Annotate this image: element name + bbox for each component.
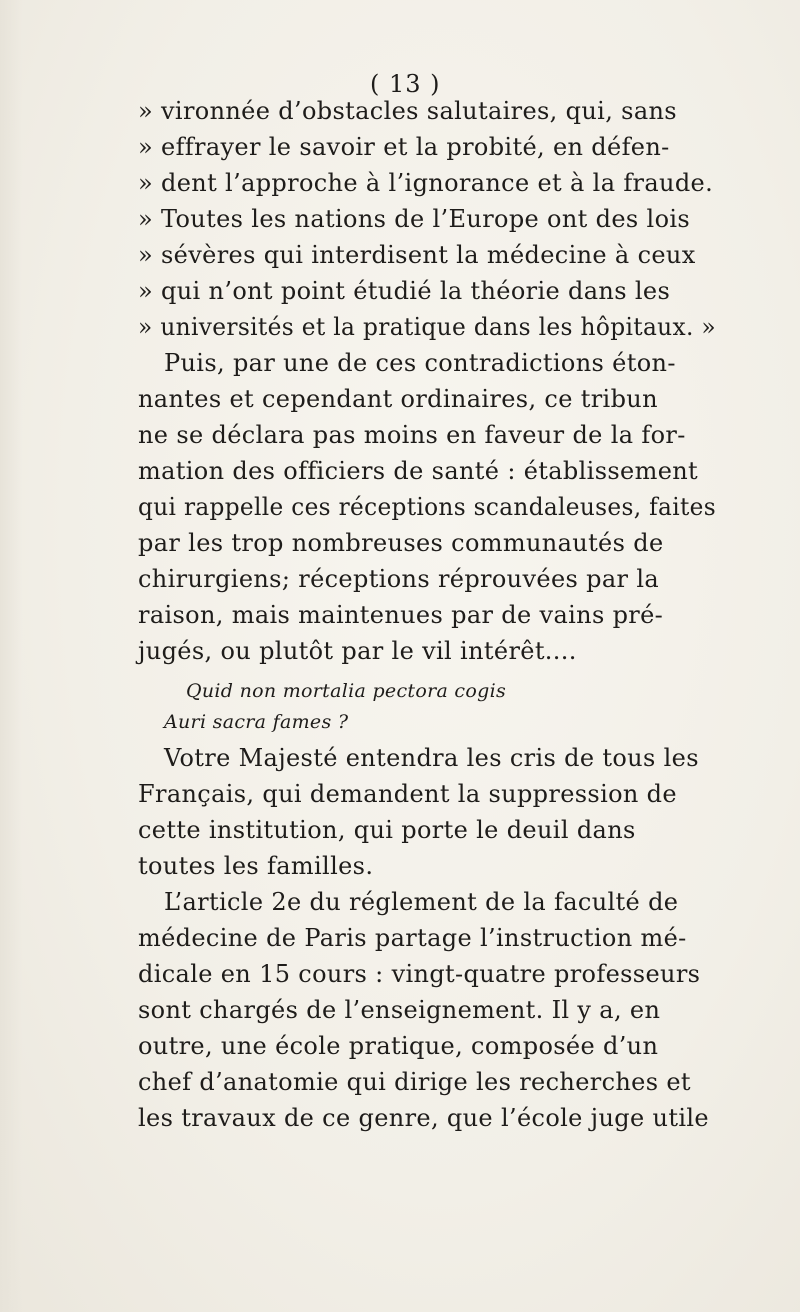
text-line: chirurgiens; réceptions réprouvées par la: [138, 565, 659, 593]
text-line: L’article 2e du réglement de la faculté de: [164, 888, 679, 916]
page-edge-shadow: [0, 0, 22, 1312]
text-line: » sévères qui interdisent la médecine à ceux: [138, 241, 696, 269]
text-line: » qui n’ont point étudié la théorie dans les: [138, 277, 671, 305]
text-line: mation des officiers de santé : établissement: [138, 457, 699, 485]
text-line: outre, une école pratique, composée d’un: [138, 1032, 659, 1060]
latin-quote-line: Quid non mortalia pectora cogis: [186, 680, 507, 702]
text-line: » Toutes les nations de l’Europe ont des lois: [138, 205, 691, 233]
text-line: » effrayer le savoir et la probité, en défen-: [138, 133, 670, 161]
text-line: Français, qui demandent la suppression de: [138, 780, 677, 808]
text-line: par les trop nombreuses communautés de: [138, 529, 664, 557]
text-line: chef d’anatomie qui dirige les recherches et: [138, 1068, 691, 1096]
text-line: raison, mais maintenues par de vains pré-: [138, 601, 664, 629]
text-line: Puis, par une de ces contradictions éton-: [164, 349, 676, 377]
text-line: qui rappelle ces réceptions scandaleuses, faites: [138, 493, 716, 521]
text-line: sont chargés de l’enseignement. Il y a, en: [138, 996, 661, 1024]
text-line: nantes et cependant ordinaires, ce tribun: [138, 385, 658, 413]
text-line: dicale en 15 cours : vingt-quatre professeurs: [138, 960, 701, 988]
page-number: ( 13 ): [370, 70, 441, 98]
text-line: ne se déclara pas moins en faveur de la for-: [138, 421, 686, 449]
text-line: toutes les familles.: [138, 852, 374, 880]
text-line: » vironnée d’obstacles salutaires, qui, sans: [138, 97, 677, 125]
text-line: » dent l’approche à l’ignorance et à la fraude.: [138, 169, 714, 197]
text-line: Votre Majesté entendra les cris de tous les: [164, 744, 699, 772]
text-line: cette institution, qui porte le deuil dans: [138, 816, 636, 844]
text-line: » universités et la pratique dans les hôpitaux. »: [138, 313, 717, 341]
text-line: médecine de Paris partage l’instruction mé-: [138, 924, 687, 952]
text-line: jugés, ou plutôt par le vil intérêt....: [138, 637, 577, 665]
latin-quote-line: Auri sacra fames ?: [164, 711, 349, 733]
text-line: les travaux de ce genre, que l’école juge utile: [138, 1104, 709, 1132]
